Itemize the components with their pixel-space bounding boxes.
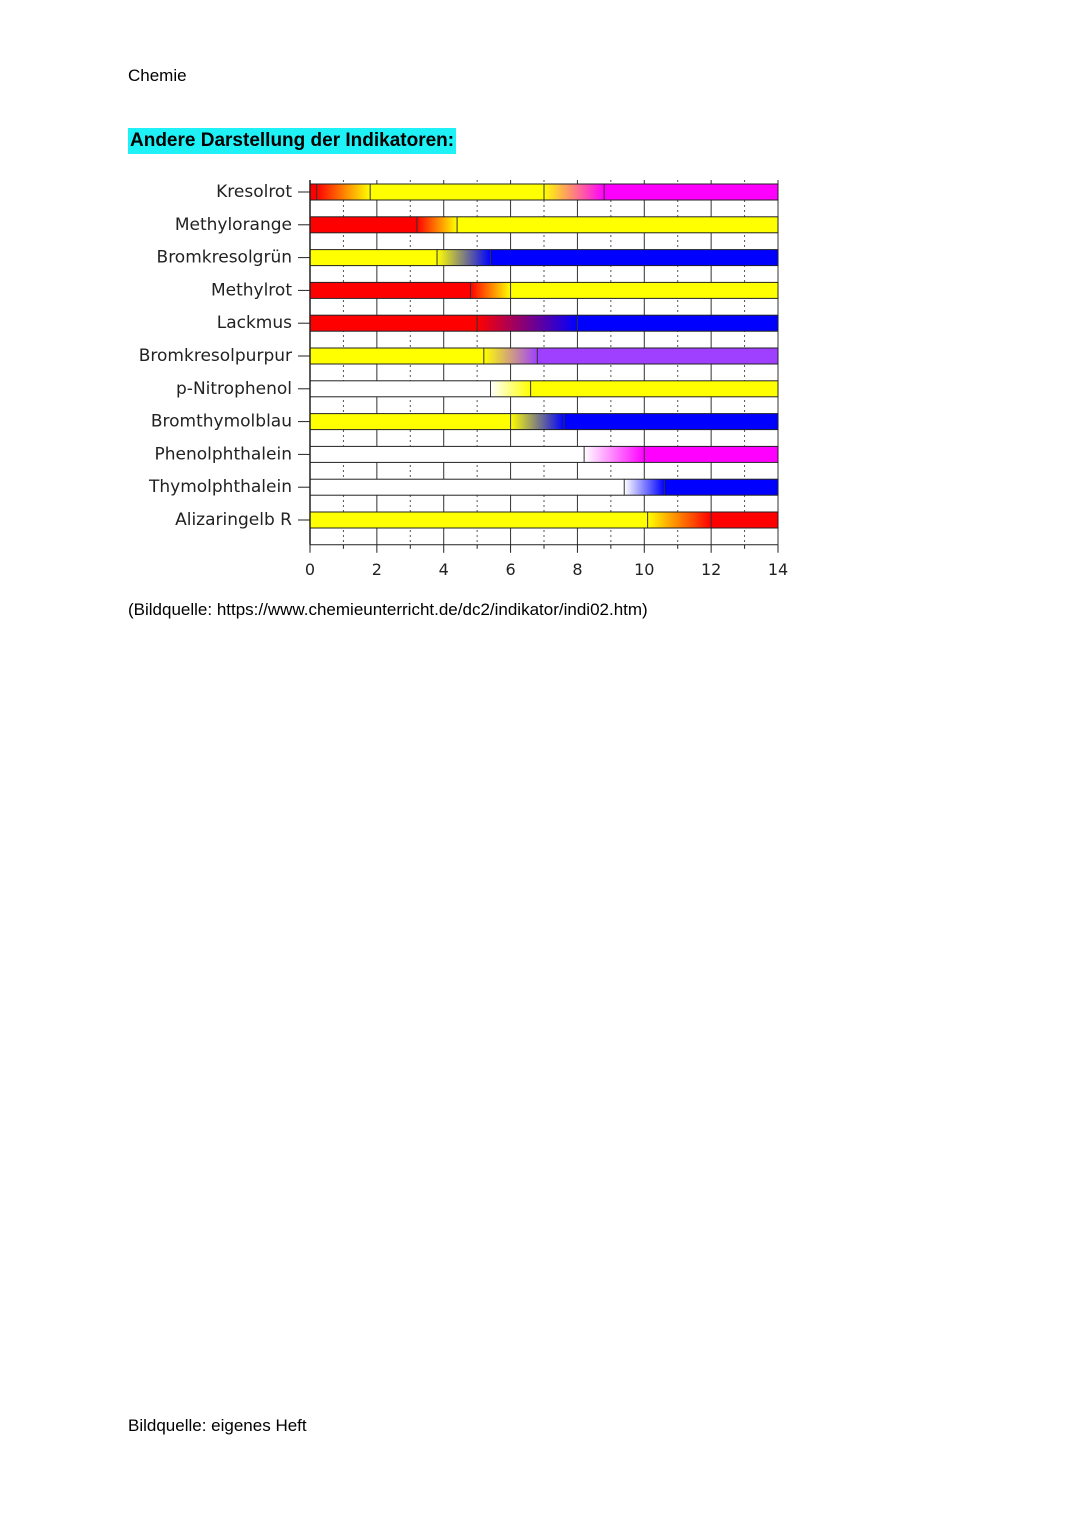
indicator-label: Kresolrot (216, 182, 292, 202)
indicator-label: Thymolphthalein (148, 477, 292, 498)
bar-segment (417, 217, 457, 233)
bar-segment (644, 446, 778, 462)
page-header: Chemie (128, 66, 187, 85)
indicator-label: Bromthymolblau (150, 411, 292, 432)
indicator-label: Methylrot (210, 280, 292, 301)
bar-segment (648, 512, 712, 528)
bar-segment (310, 414, 511, 430)
bar-segment (624, 479, 664, 495)
bar-segment (711, 512, 778, 528)
x-tick-label: 2 (371, 559, 382, 579)
bar-segment (310, 446, 584, 462)
bar-segment (310, 512, 648, 528)
bar-segment (370, 184, 544, 200)
indicator-label: p-Nitrophenol (176, 378, 292, 399)
bar-segment (664, 479, 778, 495)
bar-segment (310, 184, 317, 200)
indicator-label: Alizaringelb R (175, 510, 292, 530)
bar-segment (477, 315, 577, 331)
bar-segment (511, 282, 778, 298)
x-tick-label: 6 (505, 559, 516, 579)
bar-segment (310, 250, 437, 266)
image-source-caption: (Bildquelle: https://www.chemieunterricht.de/dc2/indikator/indi02.htm) (128, 600, 648, 619)
bar-segment (310, 217, 417, 233)
x-tick-label: 0 (304, 559, 316, 579)
footer-source: Bildquelle: eigenes Heft (128, 1416, 307, 1435)
bar-segment (470, 282, 510, 298)
indicator-label: Lackmus (216, 313, 292, 334)
indicator-label: Bromkresolpurpur (138, 346, 292, 366)
bar-segment (310, 282, 470, 298)
bar-segment (564, 414, 778, 430)
section-heading: Andere Darstellung der Indikatoren: (128, 128, 456, 154)
bar-segment (531, 381, 778, 397)
bar-segment (537, 348, 778, 364)
bar-segment (310, 479, 624, 495)
indicator-label: Bromkresolgrün (156, 247, 292, 268)
bar-segment (604, 184, 778, 200)
bar-segment (437, 250, 490, 266)
bar-segment (491, 381, 531, 397)
bar-segment (484, 348, 537, 364)
bar-segment (457, 217, 778, 233)
x-tick-label: 4 (438, 559, 449, 579)
bar-segment (584, 446, 644, 462)
bar-segment (491, 250, 778, 266)
x-tick-label: 14 (767, 559, 789, 579)
bar-segment (577, 315, 778, 331)
indicator-chart (120, 168, 800, 588)
x-tick-label: 12 (700, 559, 722, 579)
bar-segment (544, 184, 604, 200)
indicator-label: Methylorange (174, 214, 292, 235)
bar-segment (317, 184, 370, 200)
x-tick-label: 10 (634, 559, 655, 579)
bar-segment (310, 348, 484, 364)
bar-segment (511, 414, 564, 430)
bar-segment (310, 381, 491, 397)
bar-segment (310, 315, 477, 331)
indicator-label: Phenolphthalein (154, 444, 292, 465)
x-tick-label: 8 (572, 559, 583, 579)
